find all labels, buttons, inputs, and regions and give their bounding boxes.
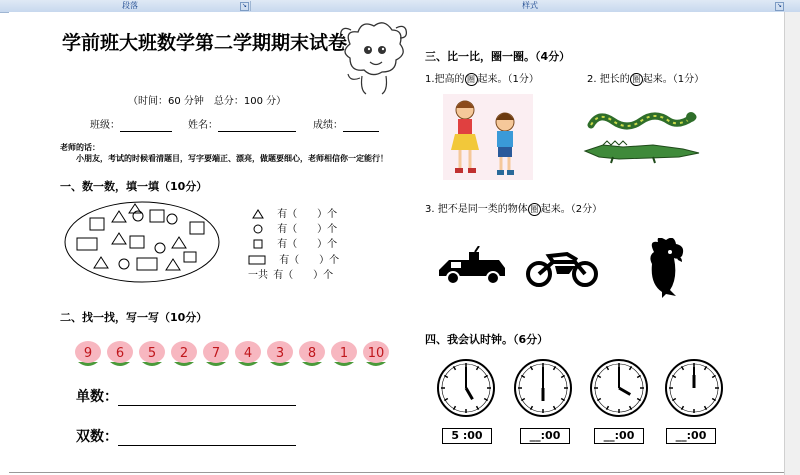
two-children-image (443, 94, 533, 180)
styles-dialog-launcher-icon[interactable]: ↘ (776, 2, 783, 9)
count-text: 有（ ）个 (279, 255, 340, 266)
peach-number (171, 341, 197, 366)
clock-face-icon (591, 360, 647, 416)
clock-answer-box-3[interactable] (594, 428, 644, 444)
class-field[interactable] (90, 116, 172, 132)
section4-title: 四、我会认时钟。（6分） (425, 333, 549, 346)
peach-number (107, 341, 133, 366)
clock-face-icon (438, 360, 494, 416)
score-field[interactable] (313, 116, 379, 132)
peach-digit: 9 (83, 346, 93, 361)
circle-icon (252, 224, 264, 234)
class-label: 班级： (90, 120, 120, 131)
peach-number (331, 341, 357, 366)
name-field[interactable] (188, 116, 296, 132)
count-text: 有（ ）个 (277, 224, 338, 235)
teacher-message: 小朋友，考试的时候看清题目，写字要端正、漂亮，做题要细心，老师相信你一定能行！ (76, 154, 388, 163)
count-row-rectangle (248, 251, 339, 266)
ribbon-group-styles[interactable]: 样式 (522, 1, 538, 10)
peach-number (267, 341, 293, 366)
peach-number (299, 341, 325, 366)
peach-digit: 4 (243, 346, 253, 361)
page-bottom-edge (9, 472, 784, 473)
peach-digit: 7 (211, 346, 221, 361)
question-1 (425, 70, 539, 86)
peach-digit: 8 (307, 346, 317, 361)
count-row-circle (252, 220, 337, 235)
paragraph-dialog-launcher-icon[interactable]: ↘ (241, 2, 248, 9)
score-blank[interactable] (343, 120, 379, 132)
total-prefix: 一共 (248, 270, 268, 281)
count-row-total (248, 266, 333, 281)
peach-digit: 6 (115, 346, 125, 361)
clock-answer: __:00 (603, 429, 635, 442)
count-text: 有（ ）个 (277, 209, 338, 220)
odd-answer-line[interactable] (118, 389, 296, 406)
even-answer-line[interactable] (118, 429, 296, 446)
count-row-square (252, 235, 337, 250)
clock-answer-box-2[interactable] (520, 428, 570, 444)
peach-number (203, 341, 229, 366)
peach-digit: 2 (179, 346, 189, 361)
exam-info: （时间：60 分钟 总分：100 分） (128, 96, 287, 107)
peach-number (75, 341, 101, 366)
rectangle-icon (248, 255, 266, 265)
teacher-heading: 老师的话： (60, 143, 100, 152)
peach-number (363, 341, 389, 366)
clock-answer-box-4[interactable] (666, 428, 716, 444)
clock-face-icon (515, 360, 571, 416)
parrot-icon (636, 238, 696, 300)
peach-digit: 5 (147, 346, 157, 361)
clock-answer-box-1[interactable] (442, 428, 492, 444)
peach-number (235, 341, 261, 366)
q2-text: 2. 把长的 (587, 74, 630, 85)
circle-char-badge: 圈 (528, 203, 541, 216)
clock-face-icon (666, 360, 722, 416)
score-label: 成绩： (313, 120, 343, 131)
vertical-scrollbar[interactable] (784, 12, 800, 475)
peach-number-row (70, 336, 400, 368)
question-3 (425, 200, 602, 216)
odd-label: 单数： (76, 389, 118, 405)
peach-number (139, 341, 165, 366)
peach-digit: 1 (339, 346, 349, 361)
tow-truck-icon (435, 246, 513, 286)
clocks-row (430, 355, 730, 425)
clock-answer: __:00 (675, 429, 707, 442)
circle-char-badge: 圈 (630, 73, 643, 86)
ribbon-group-paragraph[interactable]: 段落 (122, 1, 138, 10)
clock-answer: __:00 (529, 429, 561, 442)
ribbon-separator (250, 1, 251, 11)
section1-title: 一、数一数，填一填（10分） (60, 180, 208, 193)
count-row-triangle (252, 205, 337, 220)
name-label: 姓名： (188, 120, 218, 131)
question-2 (587, 70, 704, 86)
snake-crocodile-image (583, 107, 703, 167)
section2-title: 二、找一找，写一写（10分） (60, 311, 208, 324)
exam-title: 学前班大班数学第二学期期末试卷 (62, 32, 348, 54)
circle-char-badge: 圈 (465, 73, 478, 86)
square-icon (252, 239, 264, 249)
peach-digit: 3 (275, 346, 285, 361)
q2-suffix: 起来。（1分） (642, 74, 705, 85)
section3-title: 三、比一比，圈一圈。（4分） (425, 50, 571, 63)
class-blank[interactable] (120, 120, 172, 132)
q1-text: 1.把高的 (425, 74, 465, 85)
peach-digit: 10 (367, 346, 385, 361)
q1-suffix: 起来。（1分） (477, 74, 539, 85)
shapes-oval (62, 200, 222, 285)
q3-suffix: 起来。（2分） (540, 204, 603, 215)
q3-text: 3. 把不是同一类的物体 (425, 204, 528, 215)
count-text: 有（ ）个 (273, 270, 334, 281)
clock-answer: 5 :00 (451, 429, 483, 442)
count-text: 有（ ）个 (277, 239, 338, 250)
even-label: 双数： (76, 429, 118, 445)
even-row (76, 426, 296, 446)
sheep-mascot-icon (340, 16, 410, 96)
odd-row (76, 386, 296, 406)
triangle-icon (252, 209, 264, 219)
motorcycle-icon (525, 248, 600, 288)
name-blank[interactable] (218, 120, 296, 132)
